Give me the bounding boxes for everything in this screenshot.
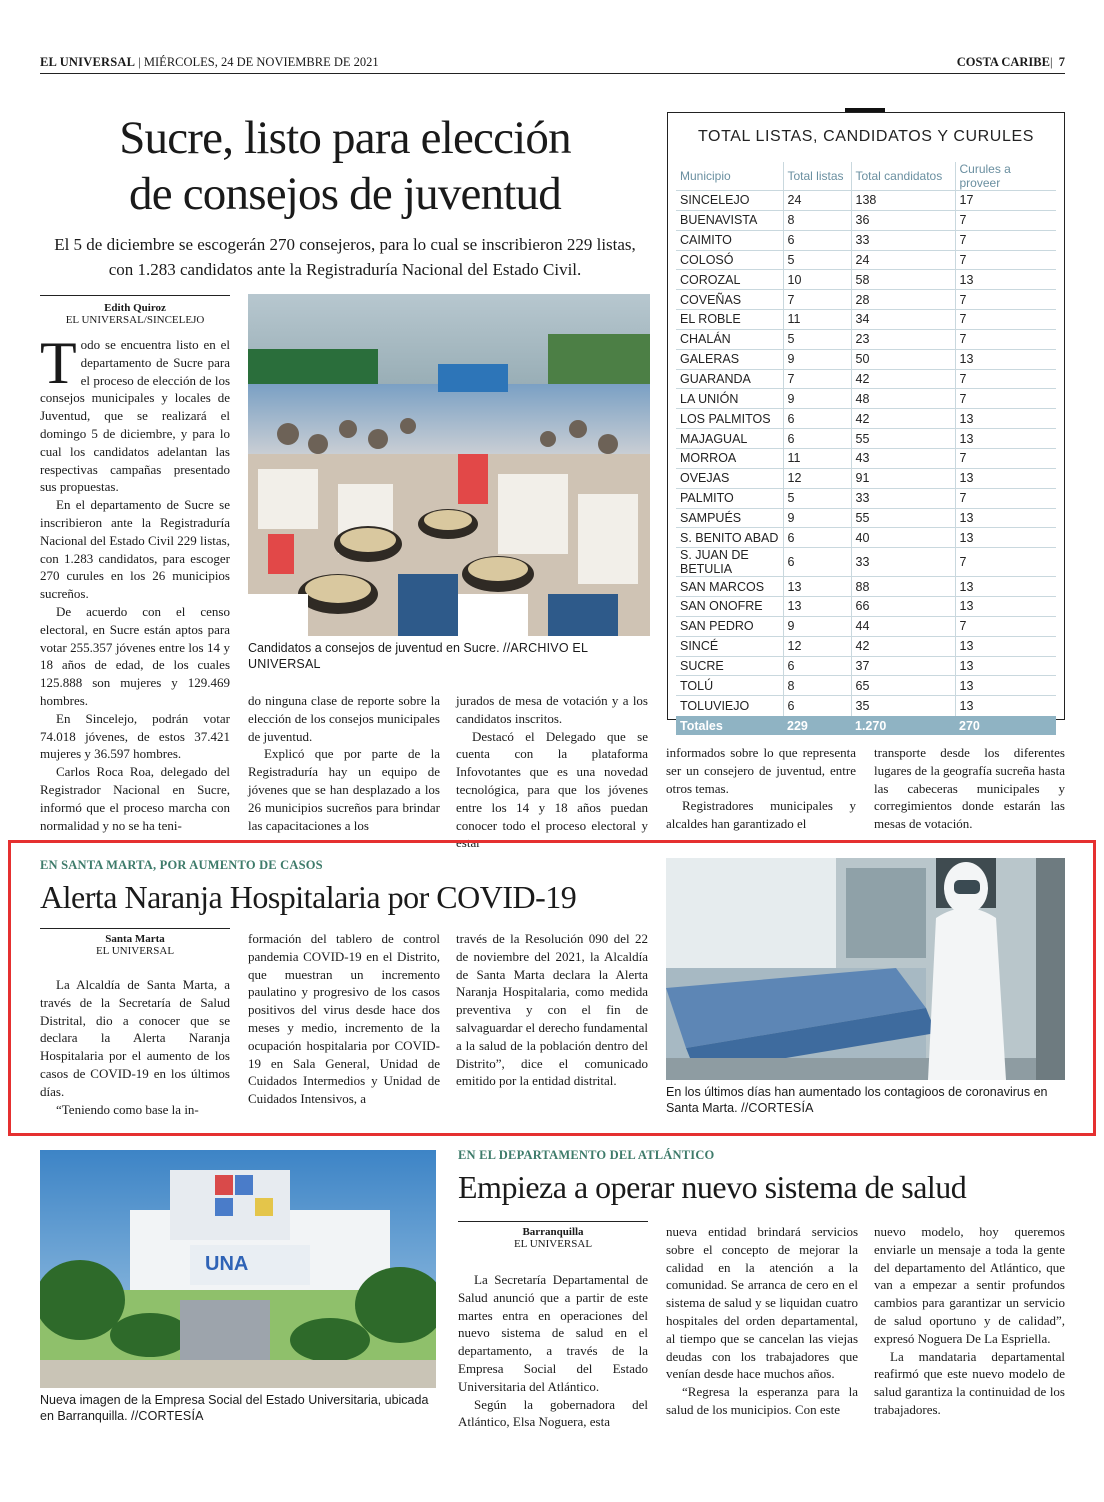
table-title: TOTAL LISTAS, CANDIDATOS Y CURULES (697, 128, 1035, 145)
table-cell: TOLÚ (676, 676, 783, 696)
table-cell: 13 (955, 429, 1056, 449)
table-cell: 66 (851, 597, 955, 617)
building-sign: UNA (205, 1253, 249, 1275)
table-cell: 40 (851, 528, 955, 548)
story2-column-1: La Alcaldía de Santa Marta, a través de la Secretaría de Salud Distrital, dio a conocer que se declara la Alerta Naranja Hospitalaria por el aumento de los casos de COVID-19 en los últimos días. “Teniendo como base la in- (40, 977, 230, 1117)
story1-byline (40, 302, 230, 326)
table-row (676, 270, 1056, 290)
table-cell: 7 (955, 329, 1056, 349)
table-cell: 12 (783, 636, 851, 656)
crowd-image (248, 294, 650, 636)
table-cell: 58 (851, 270, 955, 290)
table-cell: SUCRE (676, 656, 783, 676)
table-cell: LA UNIÓN (676, 389, 783, 409)
table-cell: 42 (851, 369, 955, 389)
table-cell: SAMPUÉS (676, 508, 783, 528)
table-cell: 43 (851, 448, 955, 468)
table-cell: 7 (955, 488, 1056, 508)
table-row (676, 448, 1056, 468)
table-cell: 24 (851, 250, 955, 270)
table-cell: 13 (783, 597, 851, 617)
table-cell: 11 (783, 448, 851, 468)
table-cell: OVEJAS (676, 468, 783, 488)
author-name: Edith Quiroz (104, 302, 166, 314)
table-cell: 7 (955, 250, 1056, 270)
table-cell: 5 (783, 329, 851, 349)
hospital-photo-caption: En los últimos días han aumentado los contagioos de coronavirus en Santa Marta. //CORTESÍA (666, 1085, 1048, 1115)
table-cell: 7 (783, 290, 851, 310)
table-cell: 138 (851, 191, 955, 211)
table-cell: 7 (783, 369, 851, 389)
crowd-photo (248, 294, 650, 636)
table-cell: 13 (955, 508, 1056, 528)
table-cell: SINCÉ (676, 636, 783, 656)
story1-column-3: jurados de mesa de votación y a los candidatos inscritos. Destacó el Delegado que se cuenta con la plataforma Infovotantes que es una novedad tecnológica, para que los jóvenes entre los 14 y 18 años puedan conocer todo el proceso electoral y estar (456, 693, 648, 851)
hospital-image (666, 858, 1065, 1080)
byline-rule (40, 295, 230, 296)
story1-column-4: informados sobre lo que representa ser un consejero de juventud, entre otros temas. Registradores municipales y alcaldes han garantizado el (666, 745, 856, 832)
story3-column-1: La Secretaría Departamental de Salud anunció que a partir de este martes entra en operaciones del nuevo sistema de salud en el departamento, a través de la Empresa Social del Estado Universitaria del Atlántico. Según la gobernadora del Atlántico, Elsa Noguera, esta (458, 1272, 648, 1430)
table-cell: SAN MARCOS (676, 577, 783, 597)
table-cell: 9 (783, 349, 851, 369)
photo-credit: //ARCHIVO EL UNIVERSAL (248, 641, 588, 671)
story1-column-1: Todo se encuentra listo en el departamento de Sucre para el proceso de elección de los consejos municipales y locales de Juventud, que se realizará el domingo 5 de diciembre, y para lo cual los candidatos adelantan las respectivas campañas presentado sus propuestas. En el departamento de Sucre se inscribieron ante la Registraduría Nacional del Estado Civil 229 listas, con 1.283 candidatos, para escoger 270 curules en los 26 municipios sucreños. De acuerdo con el censo electoral, en Sucre están aptos para votar 255.357 jóvenes entre los 14 y 18 años de edad, de los cuales 125.888 son mujeres y 129.469 hombres. En Sincelejo, podrán votar 74.018 jóvenes, de estos 37.421 mujeres y 36.597 hombres. Carlos Roca Roa, delegado del Registrador Nacional en Sucre, informó que el proceso marcha con normalidad y no se ha teni- (40, 330, 230, 833)
table-cell: 7 (955, 290, 1056, 310)
table-cell: 8 (783, 676, 851, 696)
table-cell: 65 (851, 676, 955, 696)
table-row (676, 656, 1056, 676)
table-cell: 13 (955, 468, 1056, 488)
table-cell: 9 (783, 389, 851, 409)
table-cell: 10 (783, 270, 851, 290)
table-cell: GUARANDA (676, 369, 783, 389)
table-cell: SAN PEDRO (676, 616, 783, 636)
table-row (676, 369, 1056, 389)
table-cell: 7 (955, 548, 1056, 577)
table-cell: 7 (955, 230, 1056, 250)
table-cell: 24 (783, 191, 851, 211)
table-cell: COLOSÓ (676, 250, 783, 270)
story2-kicker: EN SANTA MARTA, POR AUMENTO DE CASOS (40, 858, 323, 872)
table-cell: 9 (783, 508, 851, 528)
author-org: EL UNIVERSAL (513, 1238, 593, 1250)
table-cell: MORROA (676, 448, 783, 468)
table-cell: 35 (851, 696, 955, 716)
building-photo-caption: Nueva imagen de la Empresa Social del Estado Universitaria, ubicada en Barranquilla. //CORTESÍA (40, 1393, 429, 1423)
table-row (676, 696, 1056, 716)
table-row (676, 548, 1056, 577)
table-cell: MAJAGUAL (676, 429, 783, 449)
photo-credit: //CORTESÍA (131, 1409, 204, 1423)
table-cell: COROZAL (676, 270, 783, 290)
table-cell: 6 (783, 696, 851, 716)
table-cell: 23 (851, 329, 955, 349)
table-cell: 13 (955, 696, 1056, 716)
table-row (676, 349, 1056, 369)
table-row (676, 329, 1056, 349)
issue-date: MIÉRCOLES, 24 DE NOVIEMBRE DE 2021 (143, 55, 379, 69)
table-cell: LOS PALMITOS (676, 409, 783, 429)
table-cell: 13 (955, 597, 1056, 617)
table-cell: Totales (676, 716, 783, 736)
building-photo (40, 1150, 436, 1388)
table-cell: 48 (851, 389, 955, 409)
table-cell: S. BENITO ABAD (676, 528, 783, 548)
table-cell: 42 (851, 409, 955, 429)
table-cell: 13 (955, 528, 1056, 548)
table-row (676, 636, 1056, 656)
table-cell: 11 (783, 310, 851, 330)
table-cell: 270 (955, 716, 1056, 736)
table-cell: 5 (783, 488, 851, 508)
story3-kicker: EN EL DEPARTAMENTO DEL ATLÁNTICO (458, 1148, 715, 1162)
table-cell: SINCELEJO (676, 191, 783, 211)
section-name: COSTA CARIBE (956, 55, 1050, 69)
table-cell: 7 (955, 448, 1056, 468)
table-header: Total candidatos (851, 162, 955, 191)
story2-byline (40, 933, 230, 957)
table-cell: 33 (851, 548, 955, 577)
masthead (40, 54, 1065, 74)
table-cell: GALERAS (676, 349, 783, 369)
story2-column-3: través de la Resolución 090 del 22 de noviembre del 2021, la Alcaldía de Santa Marta declara la Alerta Naranja Hospitalaria, como medida preventiva y con el fin de salvaguardar el derecho fundamental a la salud de la población dentro del Distrito”, dice el comunicado emitido por la entidad distrital. (456, 931, 648, 1089)
byline-rule (40, 928, 230, 929)
table-row (676, 389, 1056, 409)
author-name: Santa Marta (105, 933, 165, 945)
table-row (676, 191, 1056, 211)
byline-rule (458, 1221, 648, 1222)
page-number: 7 (1058, 55, 1065, 69)
table-row (676, 210, 1056, 230)
table-header: Total listas (783, 162, 851, 191)
story2-headline: Alerta Naranja Hospitalaria por COVID-19 (40, 879, 577, 915)
table-row (676, 468, 1056, 488)
table-row (676, 429, 1056, 449)
author-name: Barranquilla (522, 1226, 584, 1238)
table-row (676, 230, 1056, 250)
table-cell: 6 (783, 528, 851, 548)
table-cell: 13 (955, 577, 1056, 597)
table-cell: 50 (851, 349, 955, 369)
results-table-box (667, 112, 1065, 733)
paper-name: EL UNIVERSAL (40, 55, 136, 69)
table-cell: 36 (851, 210, 955, 230)
hospital-photo (666, 858, 1065, 1080)
table-cell: 7 (955, 389, 1056, 409)
table-cell: 8 (783, 210, 851, 230)
table-row (676, 290, 1056, 310)
table-cell: S. JUAN DE BETULIA (676, 548, 783, 577)
table-header: Curules a proveer (955, 162, 1056, 191)
crowd-photo-caption: Candidatos a consejos de juventud en Sucre. //ARCHIVO EL UNIVERSAL (248, 641, 588, 671)
table-cell: TOLUVIEJO (676, 696, 783, 716)
table-cell: 12 (783, 468, 851, 488)
author-org: EL UNIVERSAL/SINCELEJO (65, 314, 205, 326)
table-cell: 7 (955, 210, 1056, 230)
table-row (676, 508, 1056, 528)
table-cell: 7 (955, 616, 1056, 636)
table-cell: 13 (783, 577, 851, 597)
masthead-right: COSTA CARIBE| 7 (956, 55, 1065, 69)
table-cell: 55 (851, 508, 955, 528)
table-cell: 17 (955, 191, 1056, 211)
table-row (676, 310, 1056, 330)
table-totals-row (676, 716, 1056, 736)
table-cell: 7 (955, 369, 1056, 389)
table-cell: 13 (955, 656, 1056, 676)
table-cell: 34 (851, 310, 955, 330)
table-cell: 91 (851, 468, 955, 488)
table-cell: CAIMITO (676, 230, 783, 250)
table-cell: BUENAVISTA (676, 210, 783, 230)
table-cell: 229 (783, 716, 851, 736)
photo-credit: //CORTESÍA (741, 1101, 814, 1115)
dropcap: T (40, 330, 77, 396)
story1-deck: El 5 de diciembre se escogerán 270 consejeros, para lo cual se inscribieron 229 listas, con 1.283 candidatos ante la Registraduría Nacional del Estado Civil. (54, 235, 636, 279)
table-cell: 44 (851, 616, 955, 636)
table-cell: 88 (851, 577, 955, 597)
table-cell: EL ROBLE (676, 310, 783, 330)
table-cell: 1.270 (851, 716, 955, 736)
table-cell: 13 (955, 349, 1056, 369)
story3-byline (458, 1226, 648, 1250)
table-cell: 6 (783, 409, 851, 429)
table-row (676, 597, 1056, 617)
table-cell: 13 (955, 676, 1056, 696)
table-cell: 9 (783, 616, 851, 636)
building-image (40, 1150, 436, 1388)
table-header-row (676, 162, 1056, 191)
table-header: Municipio (680, 169, 731, 183)
table-cell: 28 (851, 290, 955, 310)
table-cell: 6 (783, 656, 851, 676)
table-row (676, 676, 1056, 696)
table-cell: 55 (851, 429, 955, 449)
table-row (676, 528, 1056, 548)
table-cell: 37 (851, 656, 955, 676)
table-cell: CHALÁN (676, 329, 783, 349)
table-cell: 7 (955, 310, 1056, 330)
story1-headline: Sucre, listo para elección de consejos de juventud (119, 112, 571, 220)
author-org: EL UNIVERSAL (95, 945, 175, 957)
story1-column-5: transporte desde los diferentes lugares de la geografía sucreña hasta las cabeceras municipales y corregimientos donde estarán las mesas de votación. (874, 745, 1065, 832)
table-cell: 42 (851, 636, 955, 656)
table-row (676, 409, 1056, 429)
story3-column-3: nuevo modelo, hoy queremos enviarle un mensaje a toda la gente del departamento del Atlántico, que van a empezar a sentir profundos cambios para garantizar un servicio de salud oportuno y de calidad”, expresó Noguera De La Espriella. La mandataria departamental reafirmó que este nuevo modelo de salud garantiza la continuidad de los trabajadores. (874, 1224, 1065, 1417)
table-cell: 13 (955, 409, 1056, 429)
table-row (676, 250, 1056, 270)
table-cell: 13 (955, 270, 1056, 290)
table-cell: COVEÑAS (676, 290, 783, 310)
story3-headline: Empieza a operar nuevo sistema de salud (458, 1169, 967, 1205)
story3-column-2: nueva entidad brindará servicios sobre el concepto de mejorar la calidad en la atención a la comunidad. Se arranca de cero en el sistema de salud y se liquidan cuatro hospitales del orden departamental, al tiempo que se cancelan las viejas deudas con los trabajadores que venían desde hace muchos años. “Regresa la esperanza para la salud de los municipios. Con este (666, 1224, 858, 1417)
table-cell: 5 (783, 250, 851, 270)
table-cell: SAN ONOFRE (676, 597, 783, 617)
table-row (676, 616, 1056, 636)
table-cell: 6 (783, 548, 851, 577)
table-row (676, 577, 1056, 597)
masthead-left: EL UNIVERSAL | MIÉRCOLES, 24 DE NOVIEMBRE DE 2021 (40, 55, 379, 69)
table-cell: 6 (783, 429, 851, 449)
table-cell: 6 (783, 230, 851, 250)
table-cell: 33 (851, 230, 955, 250)
table-row (676, 488, 1056, 508)
story2-column-2: formación del tablero de control pandemia COVID-19 en el Distrito, que muestran un incremento paulatino y progresivo de los casos positivos del virus desde hace dos meses y medio, incremento de la ocupación hospitalaria por COVID-19 en Sala General, Unidad de Cuidados Intermedios y Unidad de Cuidados Intensivos, a (248, 931, 440, 1107)
results-table (676, 162, 1056, 735)
table-cell: 33 (851, 488, 955, 508)
story1-column-2: do ninguna clase de reporte sobre la elección de los consejos municipales de juventud. Explicó que por parte de la Registraduría hay un equipo de jóvenes que se han desplazado a los 26 municipios sucreños para brindar las capacitaciones a los (248, 693, 440, 833)
table-cell: 13 (955, 636, 1056, 656)
table-cell: PALMITO (676, 488, 783, 508)
